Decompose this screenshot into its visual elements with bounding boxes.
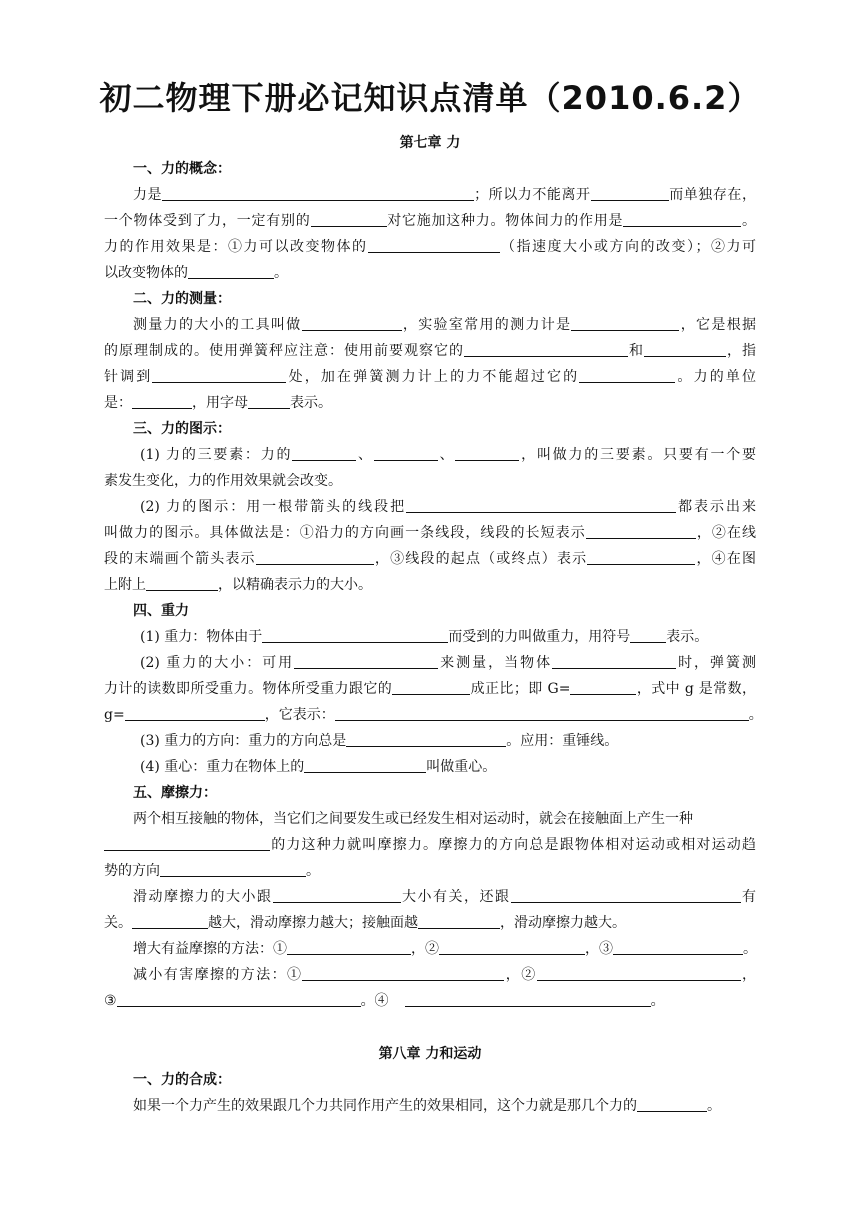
answer-blank bbox=[418, 913, 500, 929]
answer-blank bbox=[294, 653, 438, 669]
answer-blank bbox=[455, 445, 519, 461]
answer-blank bbox=[587, 549, 695, 565]
text-line: 上附上 ，以精确表示力的大小。 bbox=[104, 577, 372, 593]
text-line: (4) 重心：重力在物体上的 叫做重心。 bbox=[140, 759, 497, 775]
answer-blank bbox=[132, 393, 192, 409]
answer-blank bbox=[406, 497, 676, 513]
answer-blank bbox=[644, 341, 726, 357]
answer-blank bbox=[405, 991, 651, 1007]
answer-blank bbox=[623, 211, 741, 227]
answer-blank bbox=[311, 211, 387, 227]
text-line: 力的作用效果是：①力可以改变物体的 （指速度大小或方向的改变）；②力可 bbox=[104, 239, 756, 255]
text-line: 测量力的大小的工具叫做 ，实验室常用的测力计是 ，它是根据 bbox=[133, 317, 757, 333]
answer-blank bbox=[579, 367, 675, 383]
text-line: 以改变物体的 。 bbox=[104, 265, 288, 281]
text-line: (3) 重力的方向：重力的方向总是 。应用：重锤线。 bbox=[140, 733, 619, 749]
text-line: 增大有益摩擦的方法：① ，② ，③ 。 bbox=[133, 941, 757, 957]
text-line: (2) 力的图示：用一根带箭头的线段把 都表示出来 bbox=[140, 499, 757, 515]
answer-blank bbox=[262, 627, 448, 643]
answer-blank bbox=[591, 185, 669, 201]
text-line: 如果一个力产生的效果跟几个力共同作用产生的效果相同，这个力就是那几个力的 。 bbox=[133, 1098, 721, 1114]
text-line: 针调到 处，加在弹簧测力计上的力不能超过它的 。力的单位 bbox=[104, 369, 757, 385]
answer-blank bbox=[392, 679, 470, 695]
text-line: 关。 越大，滑动摩擦力越大；接触面越 ，滑动摩擦力越大。 bbox=[104, 915, 626, 931]
section-1-heading: 一、力的概念： bbox=[133, 161, 231, 177]
text-line: 素发生变化，力的作用效果就会改变。 bbox=[104, 473, 342, 489]
answer-blank bbox=[188, 263, 274, 279]
answer-blank bbox=[571, 315, 679, 331]
chapter-8-title: 第八章 力和运动 bbox=[378, 1046, 482, 1062]
text-line: (1) 力的三要素：力的 、 、 ，叫做力的三要素。只要有一个要 bbox=[140, 447, 757, 463]
answer-blank bbox=[374, 445, 438, 461]
text-line: (1) 重力：物体由于 而受到的力叫做重力，用符号 表示。 bbox=[140, 629, 709, 645]
text-line: 势的方向 。 bbox=[104, 863, 320, 879]
section-5-heading: 五、摩擦力： bbox=[133, 785, 217, 801]
text-line: 两个相互接触的物体，当它们之间要发生或已经发生相对运动时，就会在接触面上产生一种 bbox=[133, 811, 693, 827]
section-4-heading: 四、重力 bbox=[133, 603, 189, 619]
answer-blank bbox=[292, 445, 356, 461]
text-line: 力计的读数即所受重力。物体所受重力跟它的 成正比；即 G= ，式中 g 是常数， bbox=[104, 681, 756, 697]
document-title: 初二物理下册必记知识点清单（2010.6.2） bbox=[99, 79, 761, 117]
answer-blank bbox=[586, 523, 696, 539]
text-line: 力是 ；所以力不能离开 而单独存在， bbox=[133, 187, 756, 203]
answer-blank bbox=[439, 939, 585, 955]
answer-blank bbox=[630, 627, 666, 643]
section-1-heading: 一、力的合成： bbox=[133, 1072, 231, 1088]
answer-blank bbox=[346, 731, 506, 747]
text-line: 的原理制成的。使用弹簧秤应注意：使用前要观察它的 和 ，指 bbox=[104, 343, 756, 359]
section-3-heading: 三、力的图示： bbox=[133, 421, 231, 437]
answer-blank bbox=[162, 185, 474, 201]
answer-blank bbox=[368, 237, 500, 253]
answer-blank bbox=[511, 887, 741, 903]
text-line: 段的末端画个箭头表示 ，③线段的起点（或终点）表示 ，④在图 bbox=[104, 551, 757, 567]
text-line: 滑动摩擦力的大小跟 大小有关，还跟 有 bbox=[133, 889, 756, 905]
answer-blank bbox=[302, 965, 504, 981]
answer-blank bbox=[304, 757, 426, 773]
text-line: g= ，它表示： 。 bbox=[104, 707, 763, 723]
answer-blank bbox=[335, 705, 749, 721]
answer-blank bbox=[104, 835, 270, 851]
text-line: 减小有害摩擦的方法：① ，② ， bbox=[133, 967, 757, 983]
answer-blank bbox=[637, 1096, 707, 1112]
answer-blank bbox=[146, 575, 218, 591]
answer-blank bbox=[273, 887, 401, 903]
answer-blank bbox=[132, 913, 208, 929]
answer-blank bbox=[613, 939, 743, 955]
answer-blank bbox=[256, 549, 374, 565]
text-line: (2) 重力的大小：可用 来测量，当物体 时，弹簧测 bbox=[140, 655, 757, 671]
answer-blank bbox=[152, 367, 286, 383]
answer-blank bbox=[552, 653, 676, 669]
answer-blank bbox=[117, 991, 361, 1007]
answer-blank bbox=[125, 705, 265, 721]
text-line: 叫做力的图示。具体做法是：①沿力的方向画一条线段，线段的长短表示 ，②在线 bbox=[104, 525, 757, 541]
answer-blank bbox=[537, 965, 741, 981]
answer-blank bbox=[464, 341, 628, 357]
answer-blank bbox=[287, 939, 411, 955]
answer-blank bbox=[570, 679, 636, 695]
text-line: 的力这种力就叫摩擦力。摩擦力的方向总是跟物体相对运动或相对运动趋 bbox=[104, 835, 756, 855]
answer-blank bbox=[160, 861, 306, 877]
text-line: 是： ，用字母 表示。 bbox=[104, 395, 332, 411]
text-line: ③ 。④ 。 bbox=[104, 993, 665, 1009]
section-2-heading: 二、力的测量： bbox=[133, 291, 231, 307]
answer-blank bbox=[248, 393, 290, 409]
answer-blank bbox=[302, 315, 402, 331]
chapter-7-title: 第七章 力 bbox=[399, 135, 461, 151]
text-line: 一个物体受到了力，一定有别的 对它施加这种力。物体间力的作用是 。 bbox=[104, 213, 756, 229]
